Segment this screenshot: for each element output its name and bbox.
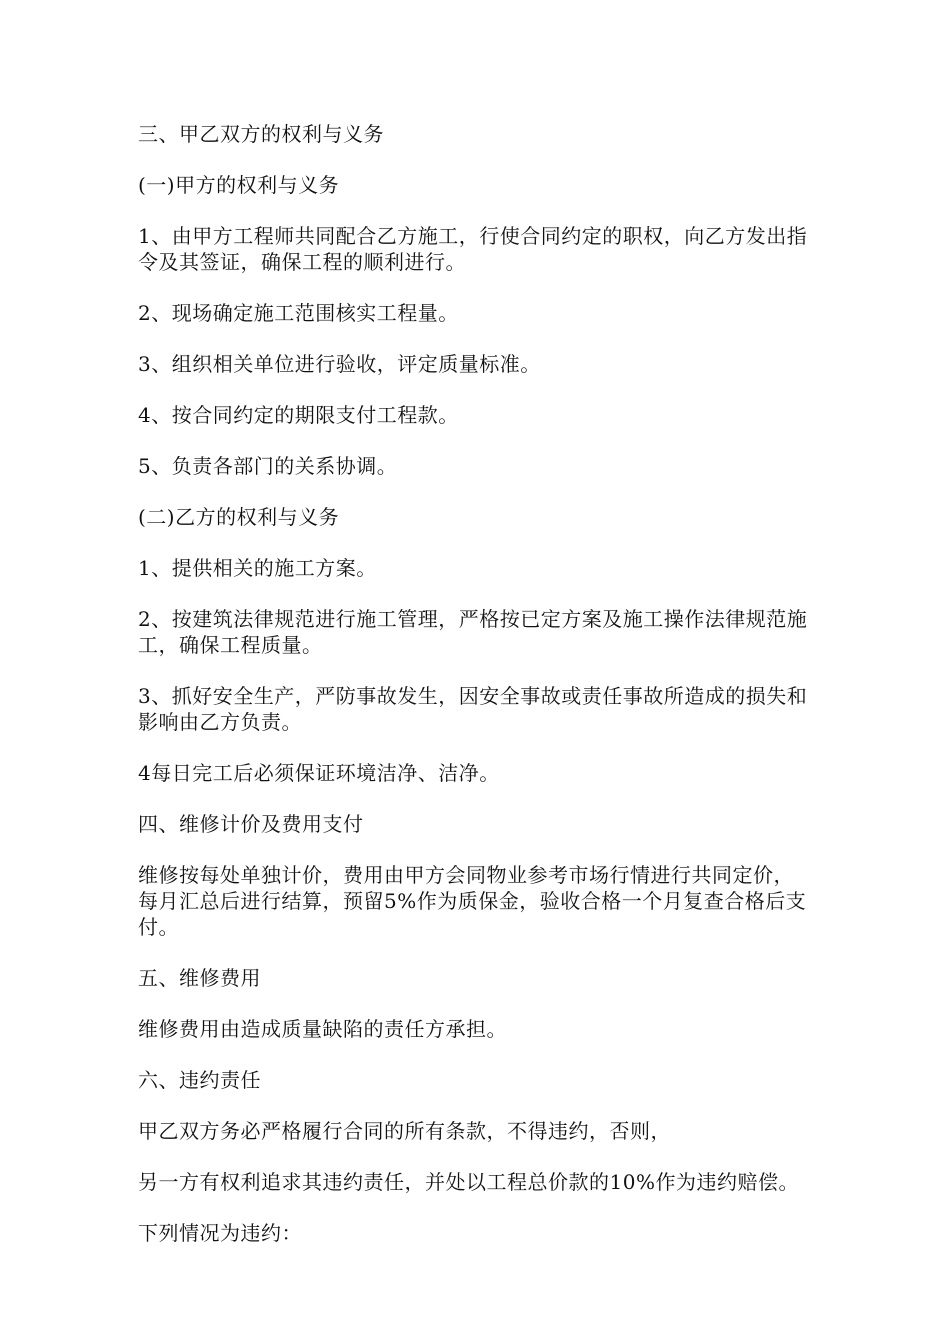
party-b-item-2: 2、按建筑法律规范进行施工管理，严格按已定方案及施工操作法律规范施工，确保工程质量。: [138, 607, 808, 657]
party-b-item-1: 1、提供相关的施工方案。: [138, 556, 377, 580]
document-body: [138, 121, 814, 1271]
section-heading-pricing-payment: 四、维修计价及费用支付: [138, 812, 364, 836]
party-a-item-1: 1、由甲方工程师共同配合乙方施工，行使合同约定的职权，向乙方发出指令及其签证，确保工程的顺利进行。: [138, 224, 808, 274]
party-a-item-2: 2、现场确定施工范围核实工程量。: [138, 301, 459, 325]
party-a-item-5: 5、负责各部门的关系协调。: [138, 454, 398, 478]
section-heading-breach-liability: 六、违约责任: [138, 1068, 261, 1092]
party-a-item-3: 3、组织相关单位进行验收，评定质量标准。: [138, 352, 541, 376]
breach-cases-intro: 下列情况为违约：: [138, 1221, 302, 1245]
repair-cost-text: 维修费用由造成质量缺陷的责任方承担。: [138, 1017, 507, 1041]
subsection-heading-party-b: (二)乙方的权利与义务: [138, 505, 340, 529]
subsection-heading-party-a: (一)甲方的权利与义务: [138, 173, 340, 197]
pricing-payment-text: 维修按每处单独计价，费用由甲方会同物业参考市场行情进行共同定价，每月汇总后进行结算，预留5%作为质保金，验收合格一个月复查合格后支付。: [138, 863, 807, 939]
section-heading-rights-obligations: 三、甲乙双方的权利与义务: [138, 122, 384, 146]
section-heading-repair-cost: 五、维修费用: [138, 966, 261, 990]
party-a-item-4: 4、按合同约定的期限支付工程款。: [138, 403, 459, 427]
breach-liability-text-1: 甲乙双方务必严格履行合同的所有条款，不得违约，否则，: [138, 1119, 671, 1143]
breach-liability-text-2: 另一方有权利追求其违约责任，并处以工程总价款的10%作为违约赔偿。: [138, 1170, 799, 1194]
party-b-item-3: 3、抓好安全生产，严防事故发生，因安全事故或责任事故所造成的损失和影响由乙方负责。: [138, 684, 808, 734]
party-b-item-4: 4每日完工后必须保证环境洁净、洁净。: [138, 761, 500, 785]
